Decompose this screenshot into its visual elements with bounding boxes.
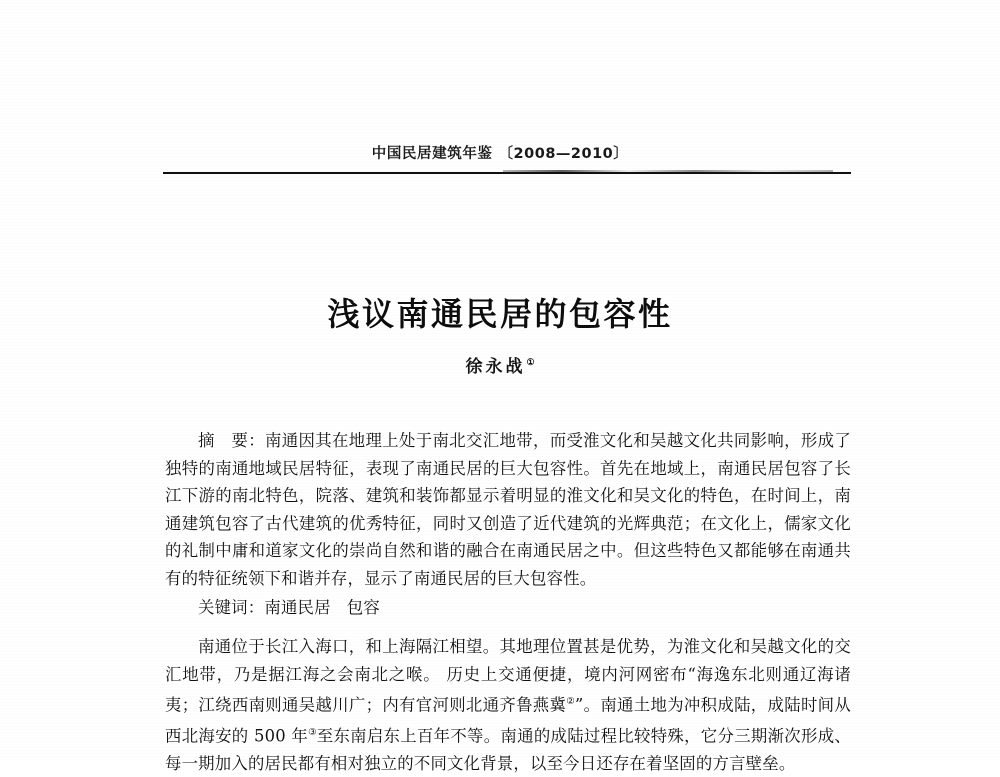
body-text-part-1: 南通位于长江入海口，和上海隔江相望。其地理位置甚是优势，为淮文化和吴越文化的交汇地带，乃是据江海之会南北之喉。 历史上交通便捷，境内河网密布“海逸东北则通辽海诸夷；江绕西南则通吴越川广；内有官河则北通齐鲁燕冀 [165,637,851,715]
header-divider-rule [163,172,851,174]
author-footnote-marker: ① [526,358,535,369]
footnote-ref-3: ③ [308,726,317,738]
running-header-book-title: 中国民居建筑年鉴 [371,146,493,162]
author-name: 徐永战 [465,357,526,377]
running-header [0,142,1000,163]
keyword-term-1: 南通民居 [264,598,331,617]
page-title: 浅议南通民居的包容性 [327,295,673,334]
keyword-term-2: 包容 [346,598,380,617]
abstract-section [165,427,851,622]
keywords-line [165,594,851,622]
footnote-ref-2: ② [566,696,575,707]
body-paragraph-1 [165,633,851,777]
body-text-part-3: 至东南启东上百年不等。南通的成陆过程比较特殊，它分三期渐次形成、每一期加入的居民都有相对独立的不同文化背景，以至今日还存在着坚固的方言壁垒。 [165,726,851,773]
keywords-label: 关键词： [198,598,265,617]
author-byline [0,352,1000,377]
running-header-year-range: 〔2008—2010〕 [498,146,629,162]
body-text-part-2: ”。南通土地为冲积成陆，成陆时间从西北海安的 500 年 [165,695,851,746]
body-section [165,633,851,777]
abstract-text: 摘 要：南通因其在地理上处于南北交汇地带，而受淮文化和吴越文化共同影响，形成了独特的南通地域民居特征，表现了南通民居的巨大包容性。首先在地域上，南通民居包容了长江下游的南北特色，院落、建筑和装饰都显示着明显的淮文化和吴文化的特色，在时间上，南通建筑包容了古代建筑的优秀特征，同时又创造了近代建筑的光辉典范；在文化上，儒家文化的礼制中庸和道家文化的崇尚自然和谐的融合在南通民居之中。但这些特色又都能够在南通共有的特征统领下和谐并存，显示了南通民居的巨大包容性。 [165,431,851,588]
